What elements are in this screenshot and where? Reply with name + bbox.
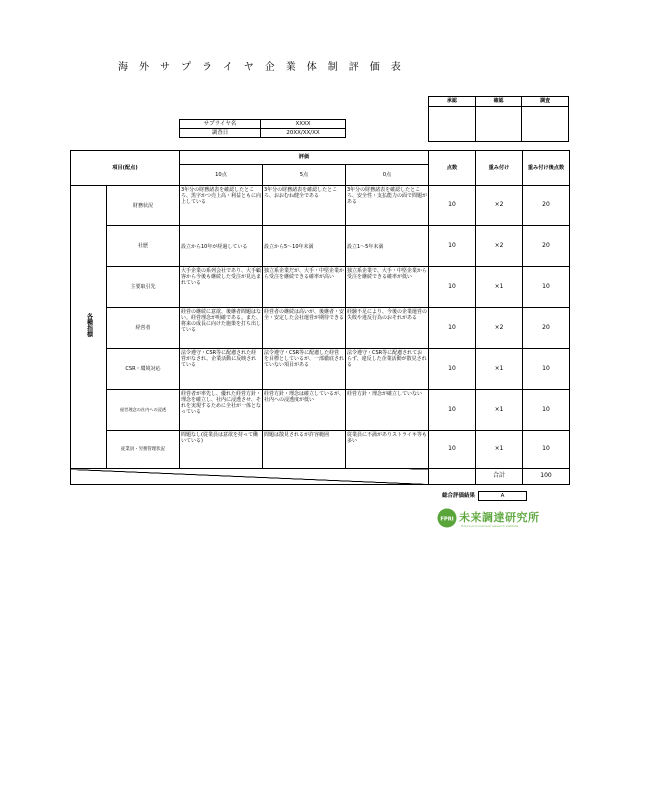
approval-stamp-approve xyxy=(429,107,476,142)
overall-result-label: 総合評価結果 xyxy=(441,493,475,499)
row-weighted: 10 xyxy=(523,349,570,390)
table-row xyxy=(71,226,570,267)
row-desc-5: 問題は散見されるが許容範囲 xyxy=(263,431,346,469)
row-desc-10: 3年分の財務諸表を確認したところ、黒字かつ売上高・利益ともに向上している xyxy=(180,186,263,226)
row-weight: ×1 xyxy=(476,349,523,390)
row-points: 10 xyxy=(429,349,476,390)
row-desc-5: 3年分の財務諸表を確認したところ、おおむね健全である xyxy=(263,186,346,226)
supplier-name-value: XXXX xyxy=(261,120,346,129)
row-points: 10 xyxy=(429,186,476,226)
row-desc-5: 独立系企業だが、大手・中堅企業から受注を継続できる確率が高い xyxy=(263,267,346,308)
row-item: CSR・環境対応 xyxy=(107,349,180,390)
fpri-badge-text: FPRI xyxy=(440,516,454,523)
total-value: 100 xyxy=(523,469,570,485)
row-points: 10 xyxy=(429,267,476,308)
row-desc-5: 経営者の継続は高いが、後継者・安全・安定した会社運営が期待できる xyxy=(263,308,346,349)
row-weighted: 20 xyxy=(523,226,570,267)
overall-result xyxy=(428,491,527,501)
row-desc-0: 経営方針・理念が確立していない xyxy=(346,390,429,431)
row-desc-10: 経営の継続に意欲、後継者問題はない。経営理念が明確である。また、将来の成長に向けた施策を打ち出している xyxy=(180,308,263,349)
row-item: 財務状況 xyxy=(107,186,180,226)
survey-date-label: 調査日 xyxy=(180,129,261,138)
row-weighted: 10 xyxy=(523,390,570,431)
approval-stamp-investigate xyxy=(522,107,569,142)
row-points: 10 xyxy=(429,226,476,267)
document-title: 海外サプライヤ企業体制評価表 xyxy=(118,62,412,73)
row-points: 10 xyxy=(429,431,476,469)
row-desc-5: 設立から5～10年未満 xyxy=(263,226,346,267)
row-weighted: 10 xyxy=(523,431,570,469)
approval-stamp-confirm xyxy=(475,107,522,142)
evaluation-table xyxy=(70,150,570,485)
header-weight: 重み付け xyxy=(476,151,523,186)
row-desc-0: 3年分の財務諸表を確認したところ、安全性・支払能力の面で問題がある xyxy=(346,186,429,226)
header-weighted-points: 重み付け後点数 xyxy=(523,151,570,186)
logo-text: 未来調達研究所 xyxy=(459,511,540,524)
row-desc-0: 経験不足により、今後の企業運営の失敗や違反行為のおそれがある xyxy=(346,308,429,349)
table-row xyxy=(71,431,570,469)
row-desc-5: 経営方針・理念は確立しているが、社内への浸透度が低い xyxy=(263,390,346,431)
row-weight: ×1 xyxy=(476,390,523,431)
table-row xyxy=(71,267,570,308)
row-item: 経営理念の社内への浸透 xyxy=(107,390,180,431)
row-weighted: 20 xyxy=(523,186,570,226)
approval-header-approve: 承認 xyxy=(429,97,476,107)
row-weight: ×1 xyxy=(476,431,523,469)
category-label xyxy=(71,186,107,469)
header-score-5: 5点 xyxy=(263,165,346,186)
fpri-badge-icon xyxy=(437,508,457,528)
row-desc-10: 経営者が率先し、優れた経営方針・理念を確立し、社内に浸透させ、それを実現するために全社が一体となっている xyxy=(180,390,263,431)
approval-header-investigate: 調査 xyxy=(522,97,569,107)
row-desc-10: 問題なし(従業員は意欲を持って働いている) xyxy=(180,431,263,469)
category-label-text: 各種指標 xyxy=(85,312,93,337)
supplier-info xyxy=(179,119,346,138)
supplier-name-label: サプライヤ名 xyxy=(180,120,261,129)
row-weight: ×2 xyxy=(476,308,523,349)
header-evaluation: 評価 xyxy=(180,151,429,165)
approval-stamp-boxes xyxy=(428,96,569,142)
row-desc-0: 法令遵守・CSR等に配慮されておらず、違反した企業活動が散見される xyxy=(346,349,429,390)
row-points: 10 xyxy=(429,390,476,431)
row-desc-10: 設立から10年が経過している xyxy=(180,226,263,267)
row-desc-10: 法令遵守・CSR等に配慮された経営がなされ、企業活動に反映されている xyxy=(180,349,263,390)
row-desc-0: 独立系企業で、大手・中堅企業から受注を継続できる確率が低い xyxy=(346,267,429,308)
row-weighted: 20 xyxy=(523,308,570,349)
row-desc-0: 設立1～5年未満 xyxy=(346,226,429,267)
header-score-10: 10点 xyxy=(180,165,263,186)
row-desc-0: 従業員に不満がありストライキ等も多い xyxy=(346,431,429,469)
row-weight: ×1 xyxy=(476,267,523,308)
total-row-spacer xyxy=(429,469,476,485)
total-label: 合計 xyxy=(476,469,523,485)
approval-header-confirm: 確認 xyxy=(475,97,522,107)
table-row xyxy=(71,308,570,349)
company-logo xyxy=(437,508,569,534)
row-weighted: 10 xyxy=(523,267,570,308)
row-item: 従業員・労務管理状況 xyxy=(107,431,180,469)
header-points: 点数 xyxy=(429,151,476,186)
logo-subtitle: Future procurement research Institute xyxy=(461,524,519,528)
header-item: 項目(配点) xyxy=(71,151,180,186)
row-item: 経営者 xyxy=(107,308,180,349)
total-row xyxy=(71,469,570,485)
row-desc-5: 法令遵守・CSR等に配慮した経営を目標としているが、一部徹底されていない項目がある xyxy=(263,349,346,390)
row-weight: ×2 xyxy=(476,226,523,267)
table-row xyxy=(71,390,570,431)
survey-date-value: 20XX/XX/XX xyxy=(261,129,346,138)
table-row xyxy=(71,349,570,390)
row-item: 主要取引先 xyxy=(107,267,180,308)
total-row-blank xyxy=(71,469,429,485)
overall-result-value: A xyxy=(479,492,527,501)
row-desc-10: 大手企業の系列会社であり、大手顧客から今後も継続した受注が見込まれている xyxy=(180,267,263,308)
header-score-0: 0点 xyxy=(346,165,429,186)
table-row xyxy=(71,186,570,226)
row-item: 社歴 xyxy=(107,226,180,267)
row-points: 10 xyxy=(429,308,476,349)
row-weight: ×2 xyxy=(476,186,523,226)
